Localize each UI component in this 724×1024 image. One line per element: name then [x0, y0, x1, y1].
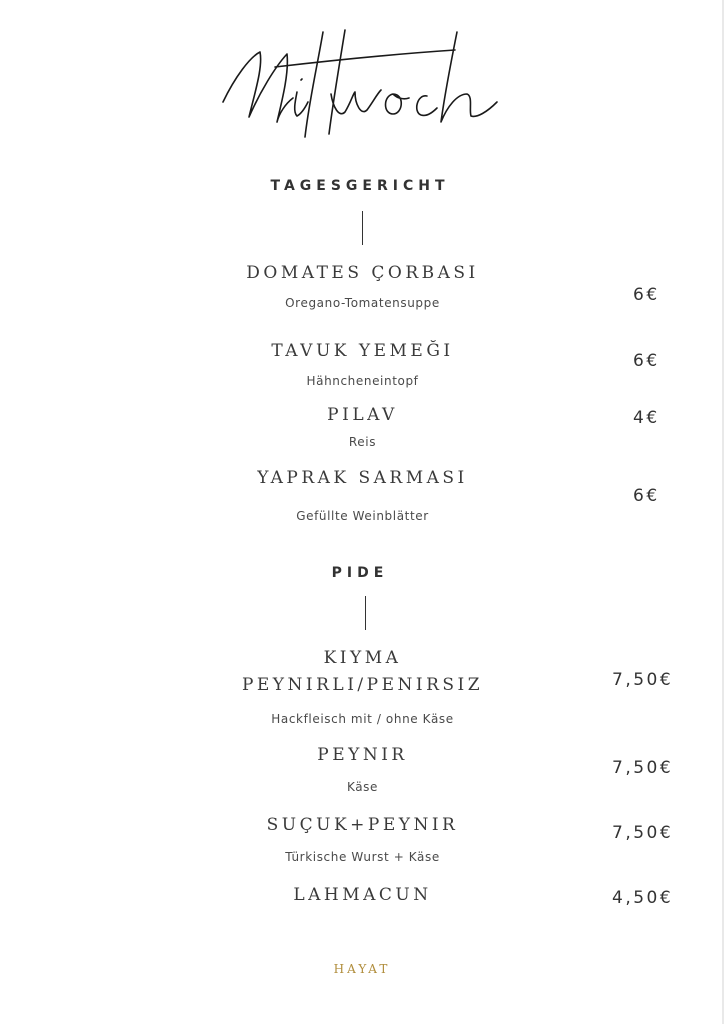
dish-name: YAPRAK SARMASI — [257, 468, 468, 488]
dish-description: Hackfleisch mit / ohne Käse — [271, 712, 454, 726]
section-heading-tagesgericht: TAGESGERICHT — [270, 178, 450, 194]
dish-price: 6€ — [633, 285, 660, 305]
dish-price: 7,50€ — [612, 670, 674, 690]
dish-price: 4,50€ — [612, 888, 674, 908]
dish-name — [190, 645, 535, 699]
title-script-logo — [205, 22, 545, 147]
dish-name: SUÇUK+PEYNIR — [266, 815, 459, 835]
dish-name-line: KIYMA — [323, 648, 402, 668]
section-divider — [365, 596, 366, 630]
footer-brand: HAYAT — [333, 962, 391, 976]
dish-description: Reis — [348, 435, 377, 449]
dish-price: 7,50€ — [612, 823, 674, 843]
dish-name: LAHMACUN — [293, 885, 432, 905]
dish-description: Oregano-Tomatensuppe — [285, 296, 440, 310]
section-heading-pide: PIDE — [331, 565, 389, 581]
dish-description: Türkische Wurst + Käse — [285, 850, 440, 864]
dish-name-line: PEYNIRLI/PENIRSIZ — [241, 675, 484, 695]
dish-name: PEYNIR — [317, 745, 408, 765]
page-title — [205, 22, 545, 147]
dish-description: Gefüllte Weinblätter — [296, 509, 429, 523]
dish-price: 7,50€ — [612, 758, 674, 778]
dish-name: TAVUK YEMEĞI — [271, 341, 454, 361]
dish-name: DOMATES ÇORBASI — [246, 263, 479, 283]
dish-description: Hähncheneintopf — [306, 374, 419, 388]
dish-price: 6€ — [633, 486, 660, 506]
dish-price: 6€ — [633, 351, 660, 371]
dish-name: PILAV — [327, 405, 398, 425]
dish-description: Käse — [346, 780, 379, 794]
dish-price: 4€ — [633, 408, 660, 428]
section-divider — [362, 211, 363, 245]
